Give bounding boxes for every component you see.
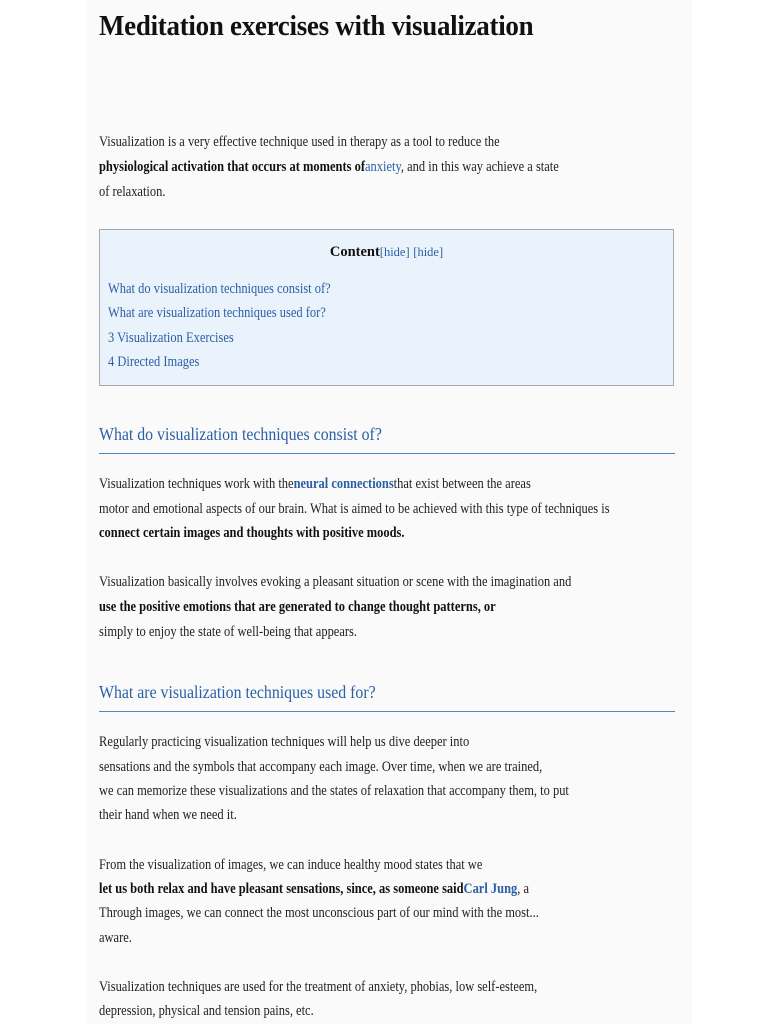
section-heading-used-for-text: What are visualization techniques used for? — [99, 682, 376, 702]
intro-line-1: Visualization is a very effective technique used in therapy as a tool to reduce the — [99, 134, 500, 150]
s2-p2-bold: let us both relax and have pleasant sensations, since, as someone said — [99, 881, 464, 897]
anxiety-link[interactable]: anxiety — [365, 159, 401, 175]
s2-p3-line-1: Visualization techniques are used for the treatment of anxiety, phobias, low self-esteem, — [99, 979, 538, 995]
s2-p2-line-2 — [99, 880, 529, 898]
s1-p1-text-b: that exist between the areas — [393, 476, 531, 492]
page-title: Meditation exercises with visualization — [99, 10, 534, 42]
s1-p2-bold: use the positive emotions that are generated to change thought patterns, or — [99, 599, 496, 615]
neural-connections-link[interactable]: neural connections — [293, 476, 394, 492]
s1-p2-line-2 — [99, 598, 496, 616]
s2-p1-line-2: sensations and the symbols that accompany each image. Over time, when we are trained, — [99, 759, 543, 775]
toc-item-exercises[interactable]: 3 Visualization Exercises — [108, 330, 234, 346]
s1-p1-line-3 — [99, 524, 405, 542]
toc-header — [100, 244, 673, 261]
intro-line-2 — [99, 158, 559, 176]
s1-p1-text-a: Visualization techniques work with the — [99, 476, 294, 492]
toc-item-directed-images[interactable]: 4 Directed Images — [108, 354, 200, 370]
s2-p2-line-1: From the visualization of images, we can induce healthy mood states that we — [99, 857, 483, 873]
carl-jung-link[interactable]: Carl Jung — [463, 881, 518, 897]
toc-item-used-for[interactable]: What are visualization techniques used for? — [108, 305, 326, 321]
s1-p2-line-3: simply to enjoy the state of well-being that appears. — [99, 624, 357, 640]
s2-p1-line-4: their hand when we need it. — [99, 807, 237, 823]
s2-p3-line-2: depression, physical and tension pains, etc. — [99, 1003, 314, 1019]
section-heading-used-for — [99, 682, 675, 712]
s1-p1-line-2: motor and emotional aspects of our brain. What is aimed to be achieved with this type of techniques is — [99, 501, 610, 517]
intro-line-3: of relaxation. — [99, 184, 166, 200]
toc-title: Content — [329, 244, 380, 260]
s2-p2-line-4: aware. — [99, 930, 132, 946]
intro-line-2-rest: , and in this way achieve a state — [400, 159, 559, 175]
s1-p1-bold: connect certain images and thoughts with positive moods. — [99, 525, 405, 541]
s2-p1-line-3: we can memorize these visualizations and the states of relaxation that accompany them, to put — [99, 783, 569, 799]
toc-hide-link-2[interactable]: [hide] — [413, 245, 444, 259]
s2-p2-line-3: Through images, we can connect the most unconscious part of our mind with the most... — [99, 905, 539, 921]
s1-p2-line-1: Visualization basically involves evoking a pleasant situation or scene with the imagination and — [99, 574, 572, 590]
s2-p1-line-1: Regularly practicing visualization techniques will help us dive deeper into — [99, 734, 470, 750]
section-heading-consist — [99, 424, 675, 454]
intro-bold-text: physiological activation that occurs at moments of — [99, 159, 366, 175]
toc-hide-link-1[interactable]: [hide] — [379, 245, 410, 259]
table-of-contents — [99, 229, 674, 386]
section-heading-consist-text: What do visualization techniques consist of? — [99, 424, 382, 444]
s2-p2-rest: , a — [517, 881, 530, 897]
toc-item-consist[interactable]: What do visualization techniques consist of? — [108, 281, 331, 297]
s1-p1-line-1 — [99, 475, 531, 493]
